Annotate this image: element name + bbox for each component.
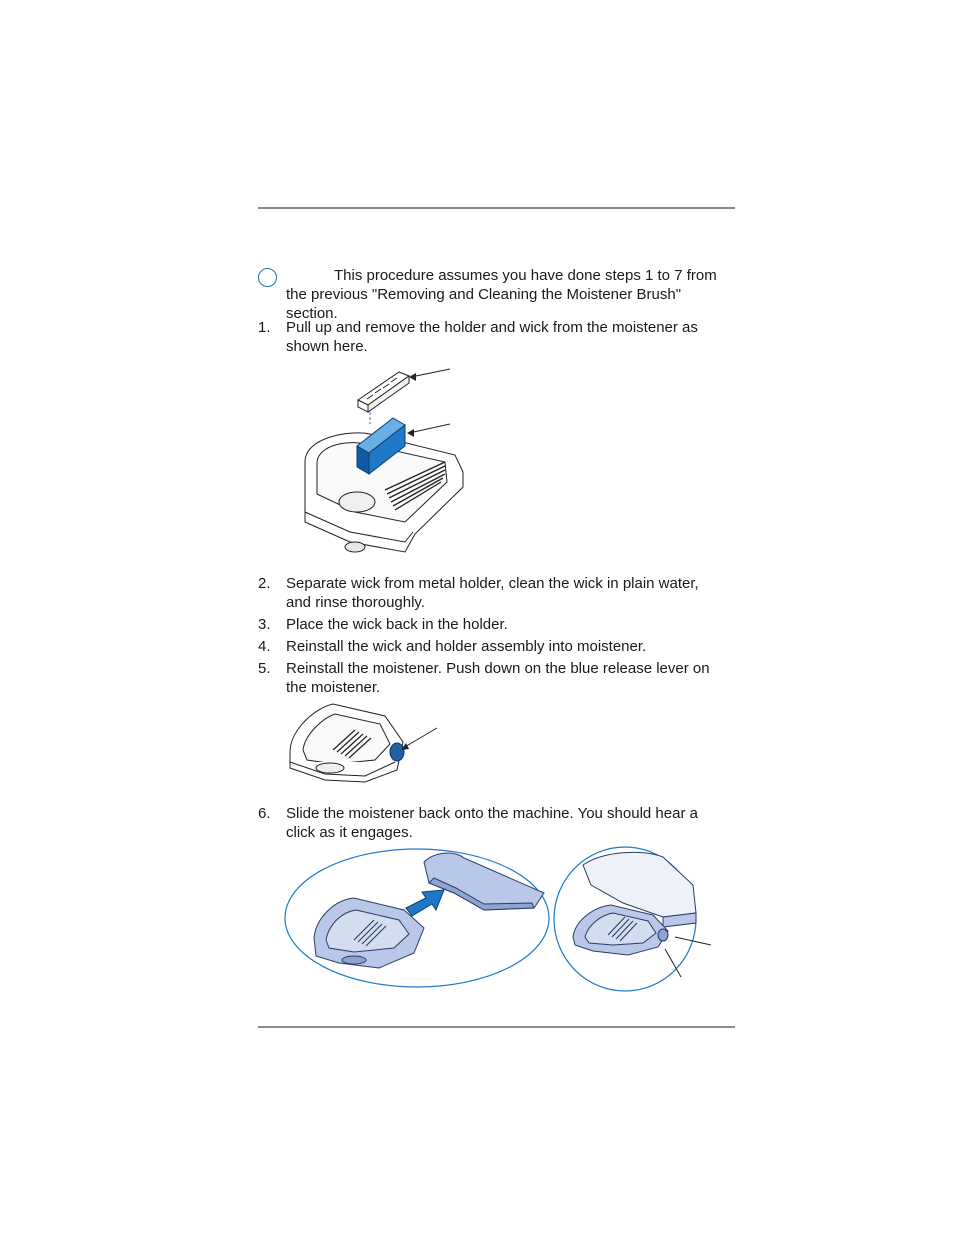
note-text (286, 266, 736, 323)
release-lever-illustration (285, 700, 445, 785)
note-icon (258, 268, 277, 287)
step-number: 1. (258, 319, 271, 336)
engaged-illustration (553, 845, 718, 995)
note-line-1: This procedure assumes you have done steps 1 to 7 from (334, 267, 717, 284)
slide-on-illustration (284, 848, 552, 990)
release-lever (390, 743, 404, 761)
step-text-line: shown here. (286, 338, 368, 355)
step-text-line: Place the wick back in the holder. (286, 616, 508, 633)
header-rule (258, 207, 735, 209)
step-number: 5. (258, 660, 271, 677)
step-text-line: Reinstall the moistener. Push down on the blue release lever on (286, 660, 710, 677)
step-number: 3. (258, 616, 271, 633)
wick-removal-illustration (295, 362, 470, 562)
step-number: 6. (258, 805, 271, 822)
step-number: 4. (258, 638, 271, 655)
step-text-line: the moistener. (286, 679, 381, 696)
step-text-line: Separate wick from metal holder, clean the wick in plain water, (286, 575, 699, 592)
step-text-line: and rinse thoroughly. (286, 594, 425, 611)
step-text-line: Pull up and remove the holder and wick from the moistener as (286, 319, 698, 336)
note-line-2: the previous "Removing and Cleaning the Moistener Brush" section. (286, 286, 682, 322)
step-text-line: click as it engages. (286, 824, 413, 841)
step-text-line: Slide the moistener back onto the machine. You should hear a (286, 805, 698, 822)
step-text-line: Reinstall the wick and holder assembly into moistener. (286, 638, 647, 655)
metal-holder (358, 372, 409, 412)
footer-rule (258, 1026, 735, 1028)
step-number: 2. (258, 575, 271, 592)
